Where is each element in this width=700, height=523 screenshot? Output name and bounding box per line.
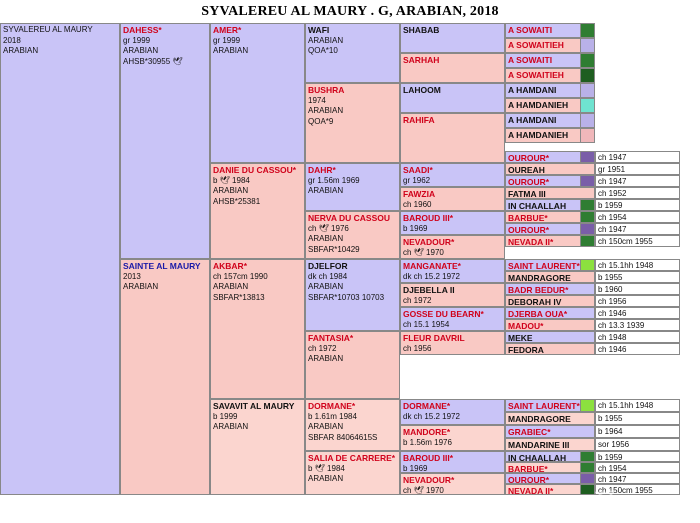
pedigree-cell[interactable] xyxy=(505,23,595,38)
pedigree-cell[interactable] xyxy=(505,271,595,283)
pedigree-cell[interactable] xyxy=(505,451,595,462)
horse-name: b 1960 xyxy=(598,285,623,294)
horse-name: b 1955 xyxy=(598,414,623,423)
pedigree-cell[interactable] xyxy=(505,399,595,412)
pedigree-grid xyxy=(0,23,700,523)
color-swatch-icon xyxy=(580,485,594,494)
pedigree-cell[interactable] xyxy=(505,187,595,199)
horse-name: ch 150cm 1955 xyxy=(598,237,653,246)
horse-name: ch 1954 xyxy=(598,213,627,222)
horse-name: SAADI* xyxy=(403,165,433,175)
horse-name: BARBUE* xyxy=(508,213,548,223)
pedigree-cell[interactable] xyxy=(595,151,680,163)
horse-name: BADR BEDUR* xyxy=(508,285,569,295)
pedigree-cell[interactable] xyxy=(210,163,305,259)
horse-name: DJEBELLA II xyxy=(403,285,455,295)
horse-name: DAHR* xyxy=(308,165,336,175)
horse-name: FLEUR DAVRIL xyxy=(403,333,465,343)
pedigree-cell[interactable] xyxy=(305,23,400,83)
pedigree-cell[interactable] xyxy=(595,283,680,295)
pedigree-cell[interactable] xyxy=(0,23,120,495)
horse-detail: b 1999 xyxy=(213,411,238,421)
pedigree-cell[interactable] xyxy=(120,259,210,495)
pedigree-cell[interactable] xyxy=(505,438,595,451)
pedigree-cell[interactable] xyxy=(505,473,595,484)
watermark: 马 xyxy=(591,489,620,519)
pedigree-cell[interactable] xyxy=(400,211,505,235)
horse-detail: QOA*10 xyxy=(308,46,338,55)
pedigree-cell[interactable] xyxy=(305,331,400,399)
horse-name: DEBORAH IV xyxy=(508,297,562,307)
horse-detail: ARABIAN xyxy=(308,282,344,291)
pedigree-cell[interactable] xyxy=(305,399,400,451)
horse-name: NEVADOUR* xyxy=(403,475,455,485)
horse-detail: ch 157cm 1990 xyxy=(213,271,268,281)
color-swatch-icon xyxy=(580,39,594,52)
horse-name: AKBAR* xyxy=(213,261,247,271)
horse-detail: ch 15.1 1954 xyxy=(403,319,450,329)
horse-name: b 1959 xyxy=(598,453,623,462)
pedigree-cell[interactable] xyxy=(305,211,400,259)
horse-name: MANDARINE III xyxy=(508,440,570,450)
horse-name: BAROUD III* xyxy=(403,453,454,463)
pedigree-cell[interactable] xyxy=(400,83,505,113)
horse-detail: 2018 xyxy=(3,35,21,45)
color-swatch-icon xyxy=(580,84,594,97)
pedigree-cell[interactable] xyxy=(505,38,595,53)
color-swatch-icon xyxy=(580,200,594,210)
horse-name: DANIE DU CASSOU* xyxy=(213,165,297,175)
horse-name: SHABAB xyxy=(403,25,440,35)
pedigree-cell[interactable] xyxy=(505,175,595,187)
horse-name: SARHAH xyxy=(403,55,440,65)
horse-detail: ch 1972 xyxy=(308,343,337,353)
horse-detail: gr 1999 xyxy=(123,35,151,45)
pedigree-cell[interactable] xyxy=(595,331,680,343)
horse-name: OUROUR* xyxy=(508,177,550,187)
pedigree-cell[interactable] xyxy=(595,259,680,271)
pedigree-cell[interactable] xyxy=(505,235,595,247)
horse-detail: b 1.56m 1976 xyxy=(403,437,452,447)
horse-detail: gr 1962 xyxy=(403,175,431,185)
horse-name: A SOWAITIEH xyxy=(508,70,564,80)
horse-detail: ch 1956 xyxy=(403,343,432,353)
horse-name: A HAMDANIEH xyxy=(508,130,569,140)
pedigree-cell[interactable] xyxy=(595,399,680,412)
horse-detail: dk ch 15.2 1972 xyxy=(403,271,460,281)
horse-name: AMER* xyxy=(213,25,242,35)
horse-name: MANDORE* xyxy=(403,427,451,437)
horse-detail: b 🕊 1984 xyxy=(308,463,345,473)
horse-name: ch 1948 xyxy=(598,333,627,342)
horse-name: NEVADA II* xyxy=(508,486,554,495)
horse-name: MADOU* xyxy=(508,321,544,331)
horse-name: FATMA III xyxy=(508,189,546,199)
horse-name: ch 13.3 1939 xyxy=(598,321,645,330)
pedigree-cell[interactable] xyxy=(595,484,680,495)
horse-detail: ARABIAN xyxy=(308,354,344,363)
pedigree-cell[interactable] xyxy=(400,187,505,211)
pedigree-cell[interactable] xyxy=(595,343,680,355)
horse-detail: ARABIAN xyxy=(3,46,39,55)
horse-name: BUSHRA xyxy=(308,85,345,95)
horse-name: BARBUE* xyxy=(508,464,548,473)
horse-detail: ARABIAN xyxy=(308,186,344,195)
horse-detail: ARABIAN xyxy=(308,106,344,115)
pedigree-cell[interactable] xyxy=(400,113,505,163)
pedigree-cell[interactable] xyxy=(305,83,400,163)
horse-detail: 2013 xyxy=(123,271,141,281)
color-swatch-icon xyxy=(580,54,594,67)
horse-name: FEDORA xyxy=(508,345,544,355)
pedigree-cell[interactable] xyxy=(595,235,680,247)
horse-name: b 1959 xyxy=(598,201,623,210)
pedigree-cell[interactable] xyxy=(595,187,680,199)
pedigree-cell[interactable] xyxy=(400,451,505,473)
pedigree-cell[interactable] xyxy=(210,23,305,163)
color-swatch-icon xyxy=(580,176,594,186)
pedigree-cell[interactable] xyxy=(400,399,505,425)
horse-name: DORMANE* xyxy=(403,401,451,411)
horse-name: SAINT LAURENT* xyxy=(508,401,580,411)
horse-detail: QOA*9 xyxy=(308,116,334,126)
horse-detail: ch 1960 xyxy=(403,199,432,209)
pedigree-cell[interactable] xyxy=(595,211,680,223)
pedigree-cell[interactable] xyxy=(505,484,595,495)
horse-detail: AHSB*25381 xyxy=(213,196,261,206)
horse-detail: ch 1972 xyxy=(403,295,432,305)
horse-detail: ARABIAN xyxy=(213,282,249,291)
horse-name: IN CHAALLAH xyxy=(508,201,567,211)
horse-name: OUROUR* xyxy=(508,475,550,484)
horse-name: MEKE xyxy=(508,333,533,343)
pedigree-cell[interactable] xyxy=(400,283,505,307)
horse-detail: ch 🕊 1976 xyxy=(308,223,349,233)
pedigree-cell[interactable] xyxy=(505,319,595,331)
horse-detail: ARABIAN xyxy=(308,234,344,243)
horse-detail: b 🕊 1984 xyxy=(213,175,250,185)
horse-name: ch 1947 xyxy=(598,475,627,484)
horse-detail: 1974 xyxy=(308,95,326,105)
horse-detail: SBFAR 84064615S xyxy=(308,432,378,442)
pedigree-cell[interactable] xyxy=(505,83,595,98)
horse-name: LAHOOM xyxy=(403,85,441,95)
horse-name: ch 1956 xyxy=(598,297,627,306)
horse-detail: SBFAR*10429 xyxy=(308,244,360,254)
color-swatch-icon xyxy=(580,24,594,37)
horse-name: MANDRAGORE xyxy=(508,273,571,283)
horse-name: A SOWAITI xyxy=(508,25,553,35)
horse-name: DORMANE* xyxy=(308,401,356,411)
horse-detail: gr 1999 xyxy=(213,35,241,45)
pedigree-cell[interactable] xyxy=(400,53,505,83)
pedigree-cell[interactable] xyxy=(595,199,680,211)
horse-detail: ch 🕊 1970 xyxy=(403,247,444,257)
horse-name: GOSSE DU BEARN* xyxy=(403,309,484,319)
color-swatch-icon xyxy=(580,129,594,142)
pedigree-cell[interactable] xyxy=(505,98,595,113)
horse-detail: ARABIAN xyxy=(123,282,159,291)
horse-name: SAINTE AL MAURY xyxy=(123,261,201,271)
horse-name: FAWZIA xyxy=(403,189,436,199)
pedigree-cell[interactable] xyxy=(595,307,680,319)
horse-name: OUROUR* xyxy=(508,153,550,163)
pedigree-cell[interactable] xyxy=(505,462,595,473)
horse-name: OUREAH xyxy=(508,165,545,175)
horse-detail: ARABIAN xyxy=(308,422,344,431)
pedigree-cell[interactable] xyxy=(505,412,595,425)
horse-name: RAHIFA xyxy=(403,115,435,125)
horse-detail: ARABIAN xyxy=(308,35,344,45)
pedigree-cell[interactable] xyxy=(505,113,595,128)
pedigree-cell[interactable] xyxy=(400,425,505,451)
horse-name: ch 1946 xyxy=(598,345,627,354)
horse-name: A HAMDANI xyxy=(508,115,557,125)
horse-name: MANGANATE* xyxy=(403,261,461,271)
horse-name: ch 1946 xyxy=(598,309,627,318)
pedigree-cell[interactable] xyxy=(400,473,505,495)
horse-name: ch 15.1hh 1948 xyxy=(598,261,654,270)
pedigree-cell[interactable] xyxy=(505,331,595,343)
horse-name: OUROUR* xyxy=(508,225,550,235)
horse-name: A SOWAITI xyxy=(508,55,553,65)
horse-name: ch 1947 xyxy=(598,177,627,186)
pedigree-cell[interactable] xyxy=(505,151,595,163)
pedigree-cell[interactable] xyxy=(595,425,680,438)
pedigree-cell[interactable] xyxy=(505,199,595,211)
color-swatch-icon xyxy=(580,474,594,483)
pedigree-cell[interactable] xyxy=(595,451,680,462)
horse-name: A SOWAITIEH xyxy=(508,40,564,50)
horse-name: DJELFOR xyxy=(308,261,348,271)
pedigree-cell[interactable] xyxy=(595,319,680,331)
horse-detail: b 1969 xyxy=(403,223,428,233)
pedigree-cell[interactable] xyxy=(505,211,595,223)
pedigree-cell[interactable] xyxy=(595,473,680,484)
pedigree-cell[interactable] xyxy=(595,175,680,187)
horse-detail: ARABIAN xyxy=(123,46,159,55)
pedigree-cell[interactable] xyxy=(400,163,505,187)
horse-name: NEVADOUR* xyxy=(403,237,455,247)
horse-detail: gr 1.56m 1969 xyxy=(308,175,360,185)
pedigree-cell[interactable] xyxy=(595,462,680,473)
pedigree-cell[interactable] xyxy=(305,259,400,331)
horse-name: A HAMDANI xyxy=(508,85,557,95)
horse-name: gr 1951 xyxy=(598,165,626,174)
pedigree-cell[interactable] xyxy=(505,307,595,319)
pedigree-cell[interactable] xyxy=(505,128,595,143)
color-swatch-icon xyxy=(580,99,594,112)
pedigree-cell[interactable] xyxy=(595,163,680,175)
pedigree-cell[interactable] xyxy=(210,399,305,495)
horse-detail: b 1969 xyxy=(403,463,428,473)
horse-name: FANTASIA* xyxy=(308,333,354,343)
page-title: SYVALEREU AL MAURY . G, ARABIAN, 2018 xyxy=(201,4,499,19)
horse-name: b 1964 xyxy=(598,427,623,436)
color-swatch-icon xyxy=(580,224,594,234)
pedigree-cell[interactable] xyxy=(210,259,305,399)
pedigree-cell[interactable] xyxy=(505,425,595,438)
pedigree-cell[interactable] xyxy=(505,68,595,83)
horse-detail: ARABIAN xyxy=(308,474,344,483)
color-swatch-icon xyxy=(580,463,594,472)
pedigree-cell[interactable] xyxy=(595,295,680,307)
color-swatch-icon xyxy=(580,114,594,127)
horse-name: NERVA DU CASSOU xyxy=(308,213,391,223)
horse-detail: ARABIAN xyxy=(213,186,249,195)
horse-detail: dk ch 15.2 1972 xyxy=(403,411,460,421)
horse-detail: AHSB*30955 🕊 xyxy=(123,56,183,66)
color-swatch-icon xyxy=(580,236,594,246)
color-swatch-icon xyxy=(580,452,594,461)
pedigree-cell[interactable] xyxy=(400,235,505,259)
horse-detail: SBFAR*10703 10703 xyxy=(308,292,385,302)
pedigree-cell[interactable] xyxy=(505,223,595,235)
pedigree-cell[interactable] xyxy=(400,331,505,355)
horse-name: IN CHAALLAH xyxy=(508,453,567,462)
horse-name: ch 150cm 1955 xyxy=(598,486,653,495)
pedigree-cell[interactable] xyxy=(400,23,505,53)
horse-name: SAINT LAURENT* xyxy=(508,261,580,271)
horse-detail: ch 🕊 1970 xyxy=(403,485,444,495)
pedigree-cell[interactable] xyxy=(120,23,210,259)
pedigree-cell[interactable] xyxy=(505,53,595,68)
color-swatch-icon xyxy=(580,400,594,411)
pedigree-cell[interactable] xyxy=(505,283,595,295)
horse-name: NEVADA II* xyxy=(508,237,554,247)
horse-name: b 1955 xyxy=(598,273,623,282)
horse-name: MANDRAGORE xyxy=(508,414,571,424)
horse-detail: ARABIAN xyxy=(213,422,249,431)
horse-name: ch 15.1hh 1948 xyxy=(598,401,654,410)
horse-name: GRABIEC* xyxy=(508,427,551,437)
pedigree-cell[interactable] xyxy=(305,163,400,211)
horse-name: DAHESS* xyxy=(123,25,162,35)
horse-name: WAFI xyxy=(308,25,330,35)
horse-detail: dk ch 1984 xyxy=(308,271,348,281)
horse-name: DJERBA OUA* xyxy=(508,309,568,319)
horse-detail: b 1.61m 1984 xyxy=(308,411,357,421)
horse-name: SYVALEREU AL MAURY xyxy=(3,25,93,34)
horse-name: BAROUD III* xyxy=(403,213,454,223)
horse-name: SALIA DE CARRERE* xyxy=(308,453,396,463)
pedigree-cell[interactable] xyxy=(305,451,400,495)
pedigree-cell[interactable] xyxy=(505,259,595,271)
horse-name: SAVAVIT AL MAURY xyxy=(213,401,295,411)
color-swatch-icon xyxy=(580,69,594,82)
pedigree-cell[interactable] xyxy=(595,223,680,235)
horse-name: ch 1947 xyxy=(598,153,627,162)
pedigree-cell[interactable] xyxy=(505,295,595,307)
pedigree-cell[interactable] xyxy=(595,438,680,451)
pedigree-cell[interactable] xyxy=(505,343,595,355)
horse-name: sor 1956 xyxy=(598,440,630,449)
pedigree-cell[interactable] xyxy=(595,271,680,283)
color-swatch-icon xyxy=(580,152,594,162)
horse-name: A HAMDANIEH xyxy=(508,100,569,110)
color-swatch-icon xyxy=(580,212,594,222)
horse-name: ch 1952 xyxy=(598,189,627,198)
color-swatch-icon xyxy=(580,260,594,270)
pedigree-cell[interactable] xyxy=(505,163,595,175)
horse-detail: ARABIAN xyxy=(213,46,249,55)
horse-name: ch 1954 xyxy=(598,464,627,473)
horse-name: ch 1947 xyxy=(598,225,627,234)
pedigree-cell[interactable] xyxy=(400,259,505,283)
horse-detail: SBFAR*13813 xyxy=(213,292,265,302)
pedigree-cell[interactable] xyxy=(400,307,505,331)
pedigree-cell[interactable] xyxy=(595,412,680,425)
